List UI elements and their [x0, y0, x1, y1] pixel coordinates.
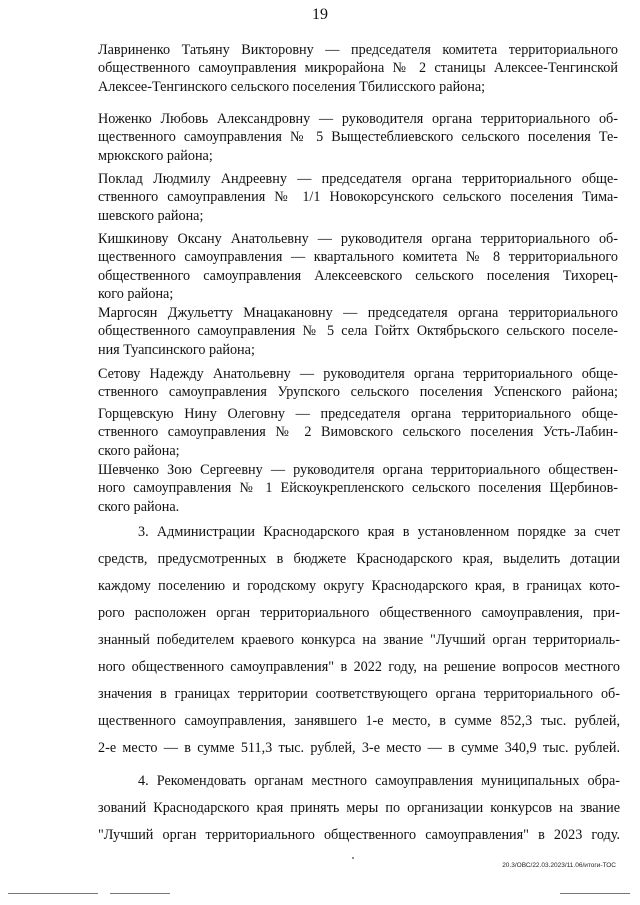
text-line: зований Краснодарского края принять меры по организации конкурсов на звание [98, 800, 620, 816]
paragraph-3 [98, 519, 620, 762]
text-line: ского района. [98, 498, 180, 515]
awardee-entry [98, 41, 618, 96]
text-line: 2-е место — в сумме 511,3 тыс. рублей, 3-е место — в сумме 340,9 тыс. рублей. [98, 740, 620, 756]
text-line: Маргосян Джульетту Мнацакановну — председателя органа территориального [98, 305, 618, 321]
text-line: шевского района; [98, 207, 204, 224]
text-line: ного общественного самоуправления" в 2022 году, на решение вопросов местного [98, 659, 620, 675]
scan-artifact [8, 893, 98, 894]
text-line: значения в границах территории соответствующего органа территориального об- [98, 686, 620, 702]
awardee-entry [98, 110, 618, 165]
text-line: 3. Администрации Краснодарского края в установленном порядке за счет [138, 524, 620, 540]
paragraph-4 [98, 768, 620, 849]
text-line: Шевченко Зою Сергеевну — руководителя органа территориального обществен- [98, 462, 618, 478]
text-line: знанный победителем краевого конкурса на звание "Лучший орган территориаль- [98, 632, 620, 648]
text-line: рого расположен орган территориального общественного самоуправления, при- [98, 605, 620, 621]
awardee-entry [98, 230, 618, 304]
text-line: общественного самоуправления № 5 села Гойтх Октябрьского сельского поселе- [98, 323, 618, 340]
awardee-entry [98, 461, 618, 516]
scan-artifact [560, 893, 630, 894]
text-line: "Лучший орган территориального общественного самоуправления" в 2023 году. [98, 827, 620, 843]
text-line: кого района; [98, 286, 174, 303]
awardee-entry [98, 365, 618, 402]
text-line: общественного самоуправления Алексеевского сельского поселения Тихорец- [98, 267, 618, 284]
text-line: общественного самоуправления микрорайона № 2 станицы Алексее-Тенгинской [98, 60, 618, 77]
text-line: ского района; [98, 442, 180, 459]
text-line: Поклад Людмилу Андреевну — председателя органа территориального обще- [98, 171, 618, 187]
text-line: щественного самоуправления, занявшего 1-е место, в сумме 852,3 тыс. рублей, [98, 713, 620, 729]
text-line: Лавриненко Татьяну Викторовну — председателя комитета территориального [98, 42, 618, 58]
scan-artifact [352, 857, 354, 859]
text-line: мрюкского района; [98, 147, 213, 164]
text-line: ного самоуправления № 1 Ейскоукрепленского сельского поселения Щербинов- [98, 480, 618, 497]
text-line: Горщевскую Нину Олеговну — председателя органа территориального обще- [98, 406, 618, 422]
scan-artifact [110, 893, 170, 894]
awardee-entry [98, 405, 618, 460]
awardee-entry [98, 170, 618, 225]
text-line: 4. Рекомендовать органам местного самоуправления муниципальных обра- [138, 773, 620, 789]
text-line: средств, предусмотренных в бюджете Краснодарского края, выделить дотации [98, 551, 620, 567]
text-line: Сетову Надежду Анатольевну — руководителя органа территориального обще- [98, 366, 618, 382]
document-code: 20.3/ОВС/22.03.2023/11.06/итоги-ТОС [502, 862, 616, 869]
text-line: Алексее-Тенгинского сельского поселения Тбилисского района; [98, 78, 486, 95]
text-line: ственного самоуправления № 2 Вимовского сельского поселения Усть-Лабин- [98, 424, 618, 441]
page-number: 19 [312, 6, 328, 23]
text-line: ственного самоуправления Урупского сельского поселения Успенского района; [98, 384, 618, 401]
text-line: Кишкинову Оксану Анатольевну — руководителя органа территориального об- [98, 231, 618, 247]
text-line: ния Туапсинского района; [98, 341, 255, 358]
awardee-entry [98, 304, 618, 359]
text-line: Ноженко Любовь Александровну — руководителя органа территориального об- [98, 111, 618, 127]
text-line: щественного самоуправления № 5 Выщестеблиевского сельского поселения Те- [98, 129, 618, 146]
text-line: каждому поселению и городскому округу Краснодарского края, в границах кото- [98, 578, 620, 594]
text-line: щественного самоуправления — квартального комитета № 8 территориального [98, 249, 618, 266]
text-line: ственного самоуправления № 1/1 Новокорсунского сельского поселения Тима- [98, 189, 618, 206]
